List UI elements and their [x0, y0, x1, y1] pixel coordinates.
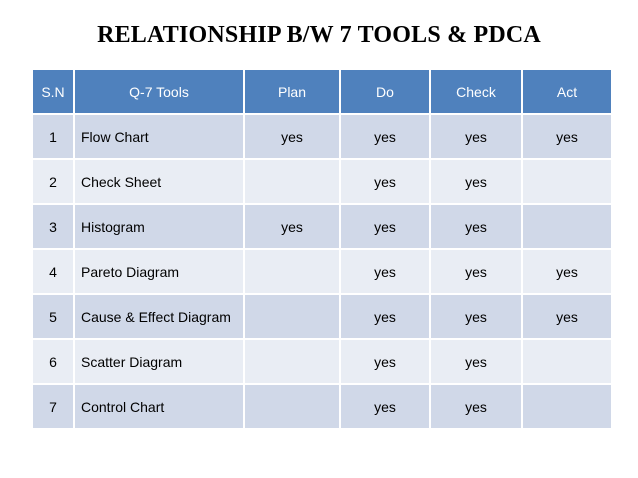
- cell-plan: [244, 294, 340, 339]
- table-row: [32, 249, 612, 294]
- cell-sn: 1: [32, 114, 74, 159]
- cell-sn: 2: [32, 159, 74, 204]
- cell-tool: Check Sheet: [74, 159, 244, 204]
- cell-plan: [244, 384, 340, 429]
- cell-tool: Cause & Effect Diagram: [74, 294, 244, 339]
- cell-do: yes: [340, 384, 430, 429]
- cell-plan: yes: [244, 114, 340, 159]
- cell-do: yes: [340, 249, 430, 294]
- cell-act: [522, 159, 612, 204]
- table-row: [32, 339, 612, 384]
- cell-act: [522, 339, 612, 384]
- cell-plan: [244, 159, 340, 204]
- cell-tool: Scatter Diagram: [74, 339, 244, 384]
- header-act: Act: [522, 69, 612, 114]
- cell-sn: 4: [32, 249, 74, 294]
- cell-check: yes: [430, 114, 522, 159]
- cell-tool: Flow Chart: [74, 114, 244, 159]
- cell-plan: yes: [244, 204, 340, 249]
- table-header-row: [32, 69, 612, 114]
- table-row: [32, 384, 612, 429]
- table-row: [32, 204, 612, 249]
- cell-act: [522, 204, 612, 249]
- tools-pdca-table: [31, 68, 613, 430]
- cell-act: yes: [522, 249, 612, 294]
- cell-do: yes: [340, 204, 430, 249]
- cell-check: yes: [430, 204, 522, 249]
- cell-check: yes: [430, 294, 522, 339]
- cell-do: yes: [340, 114, 430, 159]
- cell-check: yes: [430, 339, 522, 384]
- cell-tool: Histogram: [74, 204, 244, 249]
- table-row: [32, 294, 612, 339]
- cell-act: yes: [522, 294, 612, 339]
- cell-do: yes: [340, 294, 430, 339]
- cell-tool: Pareto Diagram: [74, 249, 244, 294]
- cell-do: yes: [340, 339, 430, 384]
- cell-check: yes: [430, 384, 522, 429]
- cell-check: yes: [430, 159, 522, 204]
- header-plan: Plan: [244, 69, 340, 114]
- cell-do: yes: [340, 159, 430, 204]
- cell-tool: Control Chart: [74, 384, 244, 429]
- cell-act: yes: [522, 114, 612, 159]
- header-check: Check: [430, 69, 522, 114]
- cell-sn: 6: [32, 339, 74, 384]
- cell-plan: [244, 249, 340, 294]
- cell-check: yes: [430, 249, 522, 294]
- table-row: [32, 114, 612, 159]
- cell-sn: 3: [32, 204, 74, 249]
- header-do: Do: [340, 69, 430, 114]
- header-sn: S.N: [32, 69, 74, 114]
- cell-act: [522, 384, 612, 429]
- cell-plan: [244, 339, 340, 384]
- slide-title: RELATIONSHIP B/W 7 TOOLS & PDCA: [97, 22, 541, 48]
- header-tool: Q-7 Tools: [74, 69, 244, 114]
- table-row: [32, 159, 612, 204]
- cell-sn: 5: [32, 294, 74, 339]
- cell-sn: 7: [32, 384, 74, 429]
